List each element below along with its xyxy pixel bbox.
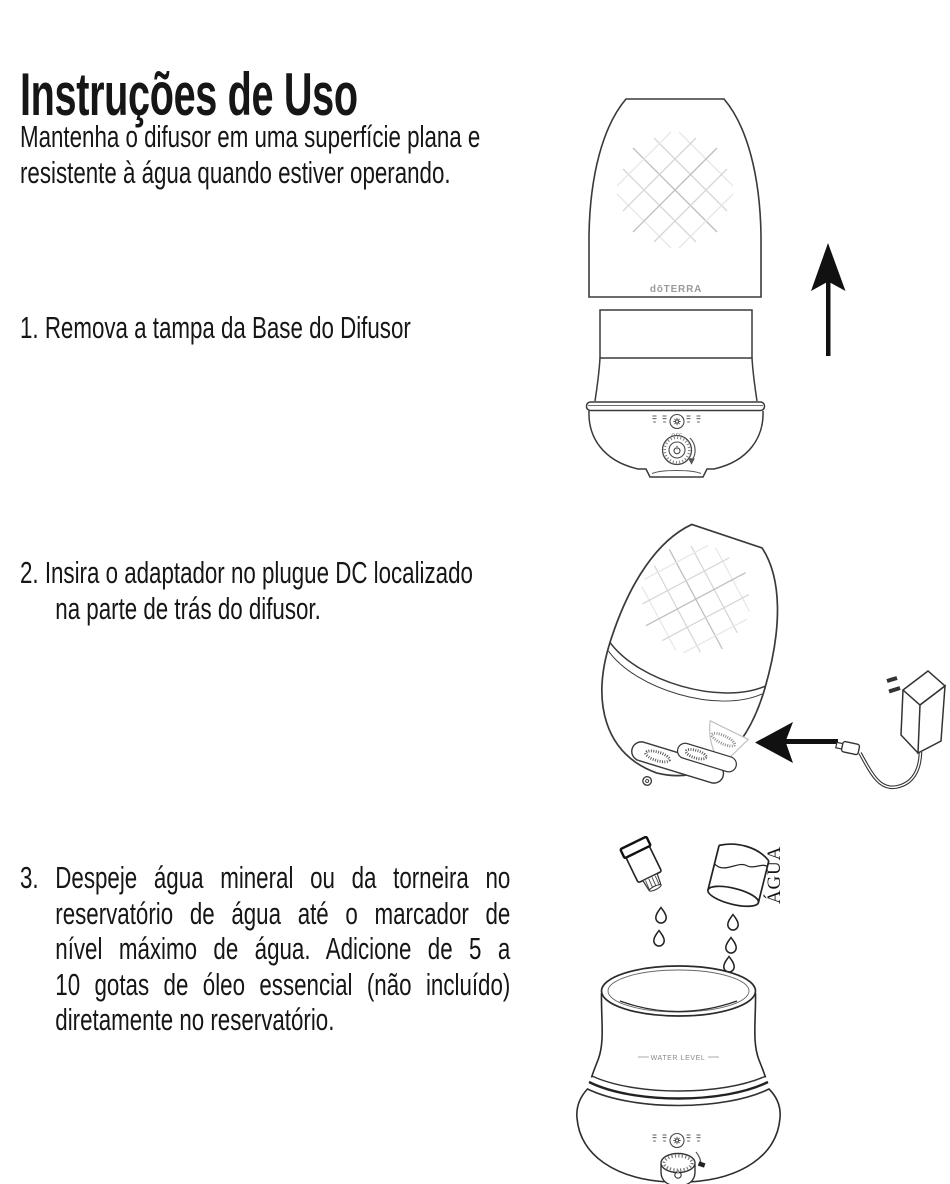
step-2-line-1: 2. Insira o adaptador no plugue DC localizado: [20, 555, 473, 590]
tilted-diffuser: [573, 512, 804, 810]
oil-bottle: [620, 837, 669, 896]
oil-drops: [654, 908, 666, 947]
water-cup: [706, 840, 771, 910]
step-3-line-1: 3. Despeje água mineral ou da torneira no: [20, 860, 511, 895]
step-3-line-5: diretamente no reservatório.: [55, 1002, 335, 1037]
adapter-body: [901, 671, 945, 753]
step-1-line-1: 1. Remova a tampa da Base do Difusor: [20, 310, 411, 345]
power-adapter: [835, 671, 945, 787]
water-line: [714, 853, 768, 878]
page-title: Instruções de Uso: [20, 61, 358, 129]
intro-paragraph: [20, 119, 480, 190]
step-3-line-3: nível máximo de água. Adicione de 5 a: [55, 931, 511, 966]
brand-label: dōTERRA: [649, 284, 703, 295]
water-drop: [728, 915, 738, 931]
step-2-text: [20, 555, 510, 626]
step-3-text: [20, 860, 510, 1038]
light-icon: [670, 415, 684, 429]
step-2-illustration: [555, 505, 950, 815]
step-2-line-2: na parte de trás do difusor.: [55, 590, 321, 626]
water-reservoir: [592, 966, 766, 1078]
water-cup-label: ÁGUA: [764, 845, 785, 904]
oil-drop: [654, 931, 664, 947]
water-drop: [724, 957, 734, 973]
water-drops: [724, 915, 738, 973]
water-level-mark: [638, 1055, 719, 1062]
water-level-label: WATER LEVEL: [650, 1055, 706, 1062]
adapter-prongs: [887, 678, 900, 692]
step-3-line-4: 10 gotas de óleo essencial (não incluído): [55, 966, 511, 1002]
light-icon: [670, 1134, 684, 1148]
step-1-text: [20, 310, 510, 346]
step-1-illustration: [540, 85, 860, 485]
intro-line-1: Mantenha o difusor em uma superfície plana e: [20, 119, 481, 154]
water-drop: [726, 938, 736, 954]
insert-arrow-icon: [755, 722, 838, 763]
intro-line-2: resistente à água quando estiver operando.: [20, 154, 451, 190]
step-3-illustration: [575, 825, 895, 1184]
dc-plug: [835, 740, 860, 755]
diffuser-cap: [589, 99, 761, 297]
step-3-line-2: reservatório de água até o marcador de: [55, 895, 511, 931]
oil-drop: [656, 908, 666, 924]
diffuser-base: [577, 1076, 780, 1184]
up-arrow-icon: [811, 243, 846, 356]
